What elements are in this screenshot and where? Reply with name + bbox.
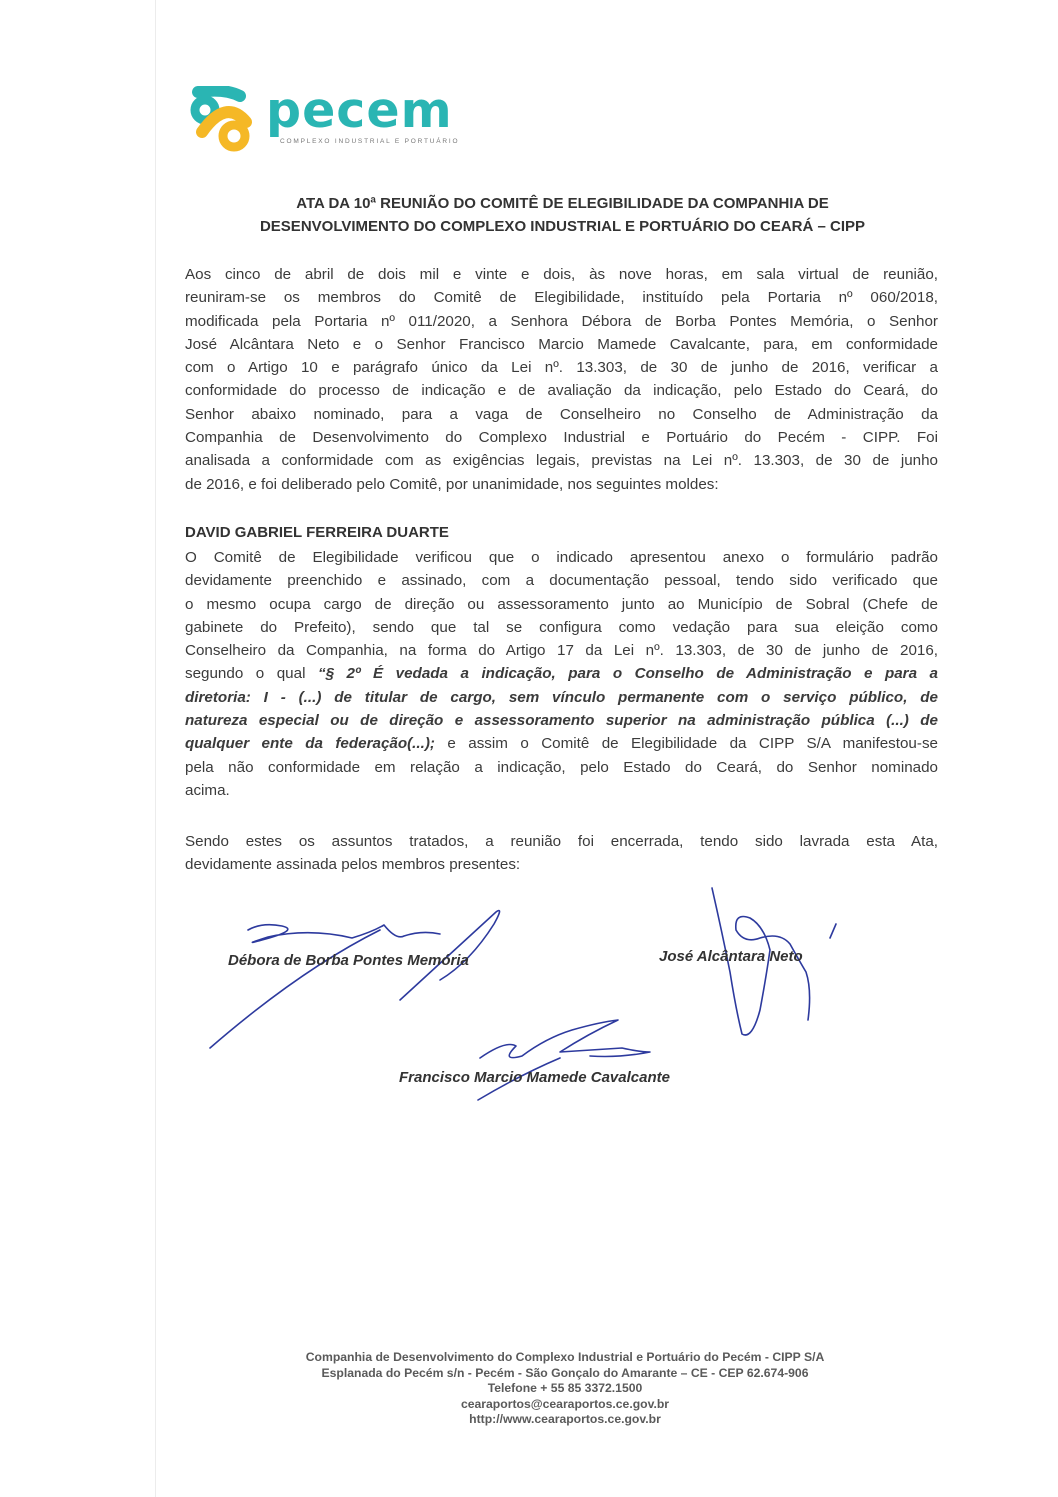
paragraph-line: José Alcântara Neto e o Senhor Francisco Marcio Mamede Cavalcante, para, em conformidade xyxy=(185,335,938,353)
paragraph-line: de 2016, e foi deliberado pelo Comitê, por unanimidade, nos seguintes moldes: xyxy=(185,475,719,493)
legal-quote: qualquer ente da federação(...); xyxy=(185,735,435,753)
signature-tick-jose xyxy=(830,924,836,938)
evaluation-paragraph xyxy=(185,546,938,802)
footer-email: cearaportos@cearaportos.ce.gov.br xyxy=(460,1396,670,1411)
paragraph-line: conformidade do processo de indicação e de avaliação da indicação, pelo Estado do Ceará, do xyxy=(185,382,938,400)
paragraph-line: devidamente preenchido e assinado, com a documentação pessoal, tendo sido verificado que xyxy=(185,572,938,590)
paragraph-line xyxy=(185,662,938,685)
legal-quote: diretoria: I - (...) de titular de cargo, sem vínculo permanente com o serviço público, de xyxy=(185,688,938,706)
paragraph-line xyxy=(185,732,938,755)
pecem-percent-icon xyxy=(190,86,260,152)
paragraph-line: pela não conformidade em relação a indicação, pelo Estado do Ceará, do Senhor nominado xyxy=(185,758,938,776)
scan-page-edge xyxy=(155,0,156,1497)
paragraph-line: analisada a conformidade com as exigências legais, previstas na Lei nº. 13.303, de 30 de junho xyxy=(185,452,938,470)
signature-scribble-francisco xyxy=(480,1020,650,1058)
paragraph-line: Aos cinco de abril de dois mil e vinte e dois, às nove horas, em sala virtual de reunião, xyxy=(185,266,938,283)
footer-website: http://www.cearaportos.ce.gov.br xyxy=(469,1412,661,1426)
paragraph-line: reuniram-se os membros do Comitê de Elegibilidade, instituído pela Portaria nº 060/2018, xyxy=(185,289,938,307)
paragraph-line: com o Artigo 10 e parágrafo único da Lei nº. 13.303, de 30 de junho de 2016, verificar a xyxy=(185,359,938,377)
plain-text: segundo o qual xyxy=(185,665,318,683)
paragraph-line xyxy=(185,709,938,732)
logo-wordmark: pecem xyxy=(266,82,453,139)
candidate-name-heading: DAVID GABRIEL FERREIRA DUARTE xyxy=(185,524,449,541)
signature-scribble-debora xyxy=(248,925,440,943)
legal-quote: “§ 2º É vedada a indicação, para o Conselho de Administração e para a xyxy=(317,665,938,683)
paragraph-line xyxy=(185,686,938,709)
paragraph-line: gabinete do Prefeito), sendo que tal se configura como vedação para sua eleição como xyxy=(185,618,938,636)
signature-label-debora: Débora de Borba Pontes Memória xyxy=(228,952,469,969)
logo-tagline: COMPLEXO INDUSTRIAL E PORTUÁRIO xyxy=(280,138,460,145)
paragraph-line: devidamente assinada pelos membros presentes: xyxy=(185,856,521,874)
title-line: DESENVOLVIMENTO DO COMPLEXO INDUSTRIAL E PORTUÁRIO DO CEARÁ – CIPP xyxy=(259,218,866,235)
footer-phone: Telefone + 55 85 3372.1500 xyxy=(487,1381,643,1395)
title-line: ATA DA 10ª REUNIÃO DO COMITÊ DE ELEGIBILIDADE DA COMPANHIA DE xyxy=(296,195,829,212)
plain-text: e assim o Comitê de Elegibilidade da CIPP S/A manifestou-se xyxy=(434,735,938,753)
document-title xyxy=(185,192,940,238)
opening-paragraph xyxy=(185,263,938,496)
paragraph-line: acima. xyxy=(185,781,230,799)
paragraph-line: modificada pela Portaria nº 011/2020, a Senhora Débora de Borba Pontes Memória, o Senhor xyxy=(185,312,938,330)
paragraph-line: Sendo estes os assuntos tratados, a reunião foi encerrada, tendo sido lavrada esta Ata, xyxy=(185,833,938,850)
legal-quote: natureza especial ou de direção e assessoramento superior na administração pública (...) de xyxy=(185,712,938,730)
paragraph-line: o mesmo ocupa cargo de direção ou assessoramento junto ao Município de Sobral (Chefe de xyxy=(185,595,938,613)
signature-label-francisco: Francisco Marcio Mamede Cavalcante xyxy=(399,1069,670,1086)
pecem-logo xyxy=(190,82,490,158)
page-footer xyxy=(255,1350,875,1428)
paragraph-line: Conselheiro da Companhia, na forma do Artigo 17 da Lei nº. 13.303, de 30 de junho de 2016, xyxy=(185,642,938,660)
signature-stroke-debora xyxy=(210,930,380,1048)
paragraph-line: Companhia de Desenvolvimento do Complexo Industrial e Portuário do Pecém - CIPP. Foi xyxy=(185,429,938,447)
paragraph-line: O Comitê de Elegibilidade verificou que o indicado apresentou anexo o formulário padrão xyxy=(185,549,938,566)
closing-paragraph xyxy=(185,830,938,877)
footer-address: Esplanada do Pecém s/n - Pecém - São Gonçalo do Amarante – CE - CEP 62.674-906 xyxy=(321,1365,809,1380)
paragraph-line: Senhor abaixo nominado, para a vaga de Conselheiro no Conselho de Administração da xyxy=(185,405,938,423)
footer-company: Companhia de Desenvolvimento do Complexo Industrial e Portuário do Pecém - CIPP S/A xyxy=(305,1350,825,1364)
signature-label-jose: José Alcântara Neto xyxy=(659,948,803,965)
